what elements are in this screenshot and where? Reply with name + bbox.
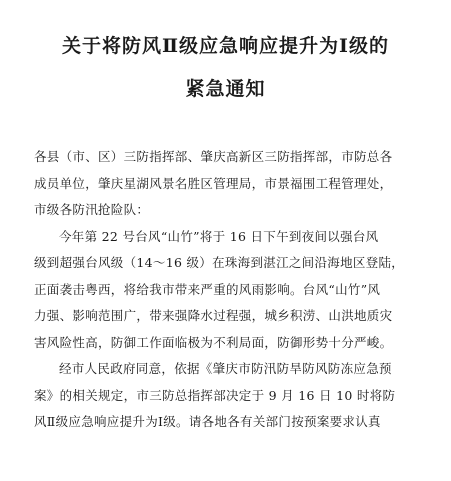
paragraph-line: 经市人民政府同意，依据《肇庆市防汛防旱防风防冻应急预 [59, 361, 392, 376]
paragraph-line: 力强、影响范围广，带来强降水过程强，城乡积涝、山洪地质灾 [34, 308, 393, 323]
addressee-line: 市级各防汛抢险队： [34, 202, 150, 217]
paragraph-line: 今年第 22 号台风“山竹”将于 16 日下午到夜间以强台风 [59, 228, 379, 244]
notice-body [34, 144, 423, 436]
addressee-line: 各县（市、区）三防指挥部、肇庆高新区三防指挥部，市防总各 [34, 149, 393, 164]
paragraph-line: 级到超强台风级（14～16 级）在珠海到湛江之间沿海地区登陆， [34, 255, 405, 270]
paragraph-line: 正面袭击粤西，将给我市带来严重的风雨影响。台风“山竹”风 [34, 281, 381, 297]
paragraph-line: 风Ⅱ级应急响应提升为Ⅰ级。请各地各有关部门按预案要求认真 [34, 414, 381, 429]
paragraph-line: 害风险性高，防御工作面临极为不利局面，防御形势十分严峻。 [34, 334, 393, 350]
notice-title-line1: 关于将防风Ⅱ级应急响应提升为Ⅰ级的 [62, 35, 389, 57]
notice-title-line2: 紧急通知 [185, 78, 266, 100]
paragraph-line: 案》的相关规定，市三防总指挥部决定于 9 月 16 日 10 时将防 [34, 387, 396, 403]
addressee-line: 成员单位，肇庆星湖风景名胜区管理局，市景福围工程管理处， [34, 175, 393, 191]
